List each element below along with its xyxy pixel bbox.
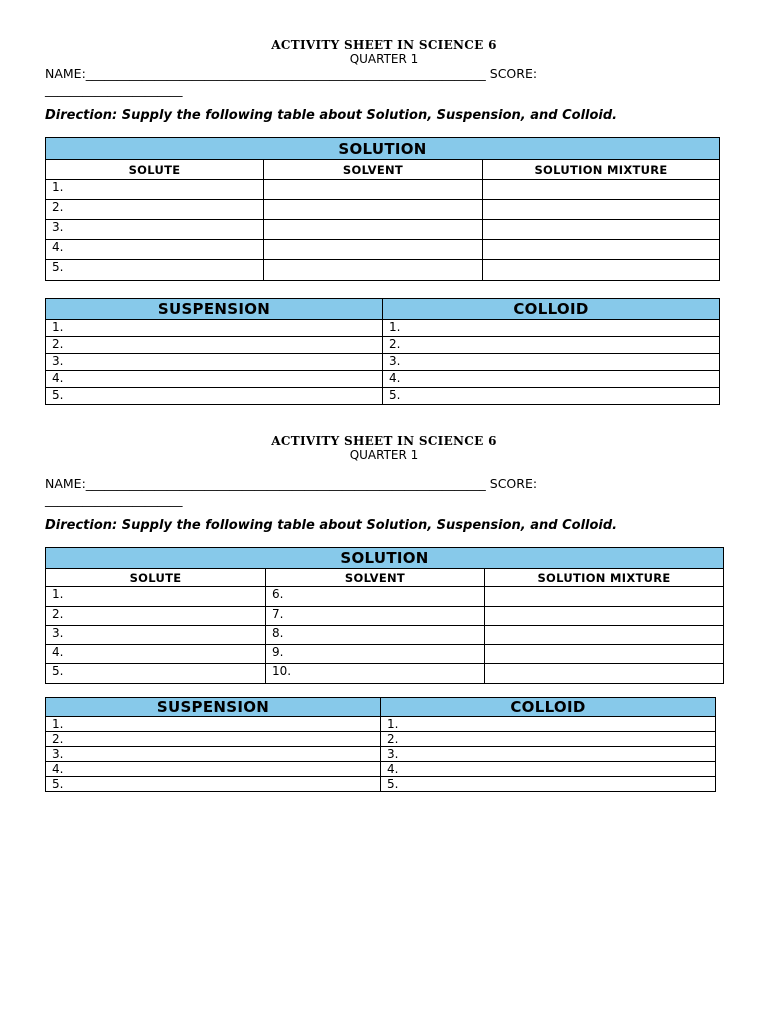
colloid-header: COLLOID	[383, 299, 720, 320]
sheet-title: ACTIVITY SHEET IN SCIENCE 6	[271, 38, 497, 52]
solute-cell[interactable]: 5.	[46, 664, 266, 684]
colloid-cell[interactable]: 4.	[381, 762, 716, 777]
table-row	[46, 388, 720, 405]
table-row	[46, 762, 716, 777]
suspension-cell[interactable]: 1.	[46, 717, 381, 732]
suspension-cell[interactable]: 5.	[46, 388, 383, 405]
mixture-cell[interactable]	[485, 607, 724, 626]
direction-text: Direction: Supply the following table about Solution, Suspension, and Colloid.	[45, 518, 618, 533]
mixture-cell[interactable]	[483, 180, 720, 200]
colloid-cell[interactable]: 2.	[381, 732, 716, 747]
solute-cell[interactable]: 3.	[46, 220, 264, 240]
solute-cell[interactable]: 3.	[46, 626, 266, 645]
table-row	[46, 587, 724, 607]
table-row	[46, 626, 724, 645]
solute-cell[interactable]: 2.	[46, 200, 264, 220]
column-header-solvent: SOLVENT	[264, 160, 483, 180]
column-header-solvent: SOLVENT	[266, 569, 485, 587]
solution-table	[45, 137, 720, 281]
table-row	[46, 747, 716, 762]
solution-table	[45, 547, 724, 684]
column-header-solution-mixture: SOLUTION MIXTURE	[485, 569, 724, 587]
solvent-cell[interactable]	[264, 200, 483, 220]
solution-header: SOLUTION	[46, 548, 724, 569]
solvent-cell[interactable]: 10.	[266, 664, 485, 684]
colloid-cell[interactable]: 3.	[383, 354, 720, 371]
quarter-label: QUARTER 1	[349, 52, 419, 66]
table-row	[46, 664, 724, 684]
colloid-cell[interactable]: 3.	[381, 747, 716, 762]
solvent-cell[interactable]	[264, 180, 483, 200]
solute-cell[interactable]: 1.	[46, 587, 266, 607]
table-row	[46, 200, 720, 220]
table-row	[46, 717, 716, 732]
solvent-cell[interactable]	[264, 220, 483, 240]
quarter-label: QUARTER 1	[349, 448, 419, 462]
table-row	[46, 320, 720, 337]
solvent-cell[interactable]: 7.	[266, 607, 485, 626]
table-row	[46, 732, 716, 747]
mixture-cell[interactable]	[483, 260, 720, 281]
suspension-cell[interactable]: 3.	[46, 747, 381, 762]
suspension-header: SUSPENSION	[46, 299, 383, 320]
name-score-line: NAME:________________________________________________________________ SCORE:	[45, 66, 538, 81]
solute-cell[interactable]: 2.	[46, 607, 266, 626]
table-row	[46, 240, 720, 260]
column-header-solute: SOLUTE	[46, 569, 266, 587]
mixture-cell[interactable]	[485, 664, 724, 684]
colloid-cell[interactable]: 5.	[383, 388, 720, 405]
solvent-cell[interactable]: 9.	[266, 645, 485, 664]
colloid-cell[interactable]: 5.	[381, 777, 716, 792]
mixture-cell[interactable]	[485, 645, 724, 664]
colloid-cell[interactable]: 1.	[383, 320, 720, 337]
suspension-cell[interactable]: 1.	[46, 320, 383, 337]
suspension-cell[interactable]: 2.	[46, 732, 381, 747]
solute-cell[interactable]: 1.	[46, 180, 264, 200]
table-row	[46, 607, 724, 626]
table-row	[46, 777, 716, 792]
solvent-cell[interactable]	[264, 240, 483, 260]
direction-text: Direction: Supply the following table about Solution, Suspension, and Colloid.	[45, 108, 618, 123]
table-row	[46, 354, 720, 371]
suspension-colloid-table	[45, 697, 716, 792]
mixture-cell[interactable]	[485, 587, 724, 607]
solvent-cell[interactable]: 8.	[266, 626, 485, 645]
column-header-solution-mixture: SOLUTION MIXTURE	[483, 160, 720, 180]
solute-cell[interactable]: 5.	[46, 260, 264, 281]
table-row	[46, 220, 720, 240]
table-row	[46, 180, 720, 200]
mixture-cell[interactable]	[483, 220, 720, 240]
column-header-solute: SOLUTE	[46, 160, 264, 180]
suspension-cell[interactable]: 3.	[46, 354, 383, 371]
colloid-header: COLLOID	[381, 698, 716, 717]
suspension-cell[interactable]: 5.	[46, 777, 381, 792]
suspension-header: SUSPENSION	[46, 698, 381, 717]
solute-cell[interactable]: 4.	[46, 645, 266, 664]
suspension-cell[interactable]: 2.	[46, 337, 383, 354]
suspension-cell[interactable]: 4.	[46, 371, 383, 388]
score-line: ______________________	[45, 492, 183, 507]
sheet-title: ACTIVITY SHEET IN SCIENCE 6	[271, 434, 497, 448]
colloid-cell[interactable]: 1.	[381, 717, 716, 732]
mixture-cell[interactable]	[483, 200, 720, 220]
mixture-cell[interactable]	[485, 626, 724, 645]
table-row	[46, 337, 720, 354]
solvent-cell[interactable]: 6.	[266, 587, 485, 607]
solution-header: SOLUTION	[46, 138, 720, 160]
colloid-cell[interactable]: 2.	[383, 337, 720, 354]
solute-cell[interactable]: 4.	[46, 240, 264, 260]
solvent-cell[interactable]	[264, 260, 483, 281]
score-line: ______________________	[45, 82, 183, 97]
colloid-cell[interactable]: 4.	[383, 371, 720, 388]
table-row	[46, 371, 720, 388]
mixture-cell[interactable]	[483, 240, 720, 260]
table-row	[46, 260, 720, 281]
name-score-line: NAME:________________________________________________________________ SCORE:	[45, 476, 538, 491]
table-row	[46, 645, 724, 664]
suspension-cell[interactable]: 4.	[46, 762, 381, 777]
suspension-colloid-table	[45, 298, 720, 405]
